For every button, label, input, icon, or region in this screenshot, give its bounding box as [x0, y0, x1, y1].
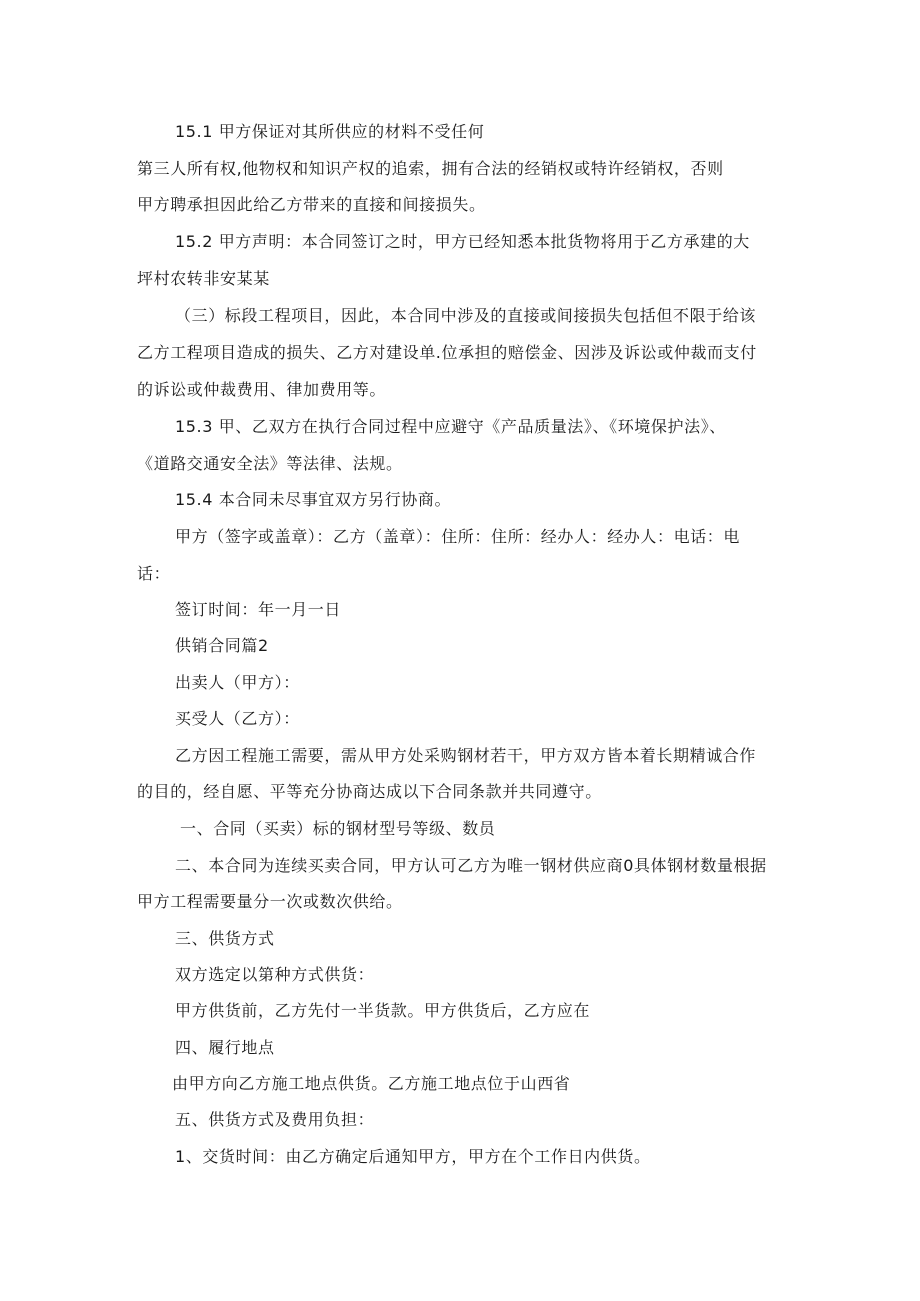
- clause-15-1-line-2: 第三人所有权,他物权和知识产权的追索，拥有合法的经销权或特许经销权，否则: [137, 159, 724, 178]
- article-2-line-1: 二、本合同为连续买卖合同，甲方认可乙方为唯一钢材供应商0具体钢材数量根据: [175, 856, 767, 875]
- article-5-item-1: 1、交货时间：由乙方确定后通知甲方，甲方在个工作日内供货。: [175, 1147, 651, 1166]
- signature-block-line-2: 话：: [137, 564, 171, 583]
- clause-15-3-line-1: 15.3 甲、乙双方在执行合同过程中应避守《产品质量法》、《环境保护法》、: [175, 417, 726, 436]
- article-5-heading: 五、供货方式及费用负担：: [175, 1110, 375, 1129]
- article-4-heading: 四、履行地点: [175, 1038, 275, 1057]
- article-2-line-2: 甲方工程需要量分一次或数次供给。: [137, 892, 403, 911]
- clause-15-2-line-2: 坪村农转非安某某: [137, 269, 270, 288]
- section-heading: 供销合同篇2: [175, 636, 269, 655]
- clause-15-2-line-5: 的诉讼或仲裁费用、律加费用等。: [137, 380, 387, 399]
- signature-block-line-1: 甲方（签字或盖章）：乙方（盖章）：住所：住所：经办人：经办人：电话：电: [175, 527, 741, 546]
- article-3-heading: 三、供货方式: [175, 929, 275, 948]
- article-4-line-1: 由甲方向乙方施工地点供货。乙方施工地点位于山西省: [172, 1074, 571, 1093]
- article-1: 一、合同（买卖）标的钢材型号等级、数员: [180, 819, 496, 838]
- preamble-line-2: 的目的，经自愿、平等充分协商达成以下合同条款并共同遵守。: [137, 782, 602, 801]
- preamble-line-1: 乙方因工程施工需要，需从甲方处采购钢材若干，甲方双方皆本着长期精诚合作: [175, 746, 757, 765]
- clause-15-4: 15.4 本合同未尽事宜双方另行协商。: [175, 490, 452, 509]
- signing-date: 签订时间：年一月一日: [175, 600, 342, 619]
- clause-15-3-line-2: 《道路交通安全法》等法律、法规。: [137, 454, 403, 473]
- article-3-line-2: 甲方供货前，乙方先付一半货款。甲方供货后，乙方应在: [175, 1001, 591, 1020]
- article-3-line-1: 双方选定以第种方式供货：: [175, 965, 375, 984]
- clause-15-2-line-1: 15.2 甲方声明：本合同签订之时，甲方已经知悉本批货物将用于乙方承建的大: [175, 232, 750, 251]
- clause-15-1-line-3: 甲方聘承担因此给乙方带来的直接和间接损失。: [137, 195, 486, 214]
- clause-15-2-line-4: 乙方工程项目造成的损失、乙方对建设单.位承担的赔偿金、因涉及诉讼或仲裁而支付: [137, 343, 757, 362]
- clause-15-2-line-3: （三）标段工程项目，因此，本合同中涉及的直接或间接损失包括但不限于给该: [175, 306, 757, 325]
- buyer-line: 买受人（乙方）：: [175, 709, 300, 728]
- seller-line: 出卖人（甲方）：: [175, 673, 300, 692]
- clause-15-1-line-1: 15.1 甲方保证对其所供应的材料不受任何: [175, 122, 485, 141]
